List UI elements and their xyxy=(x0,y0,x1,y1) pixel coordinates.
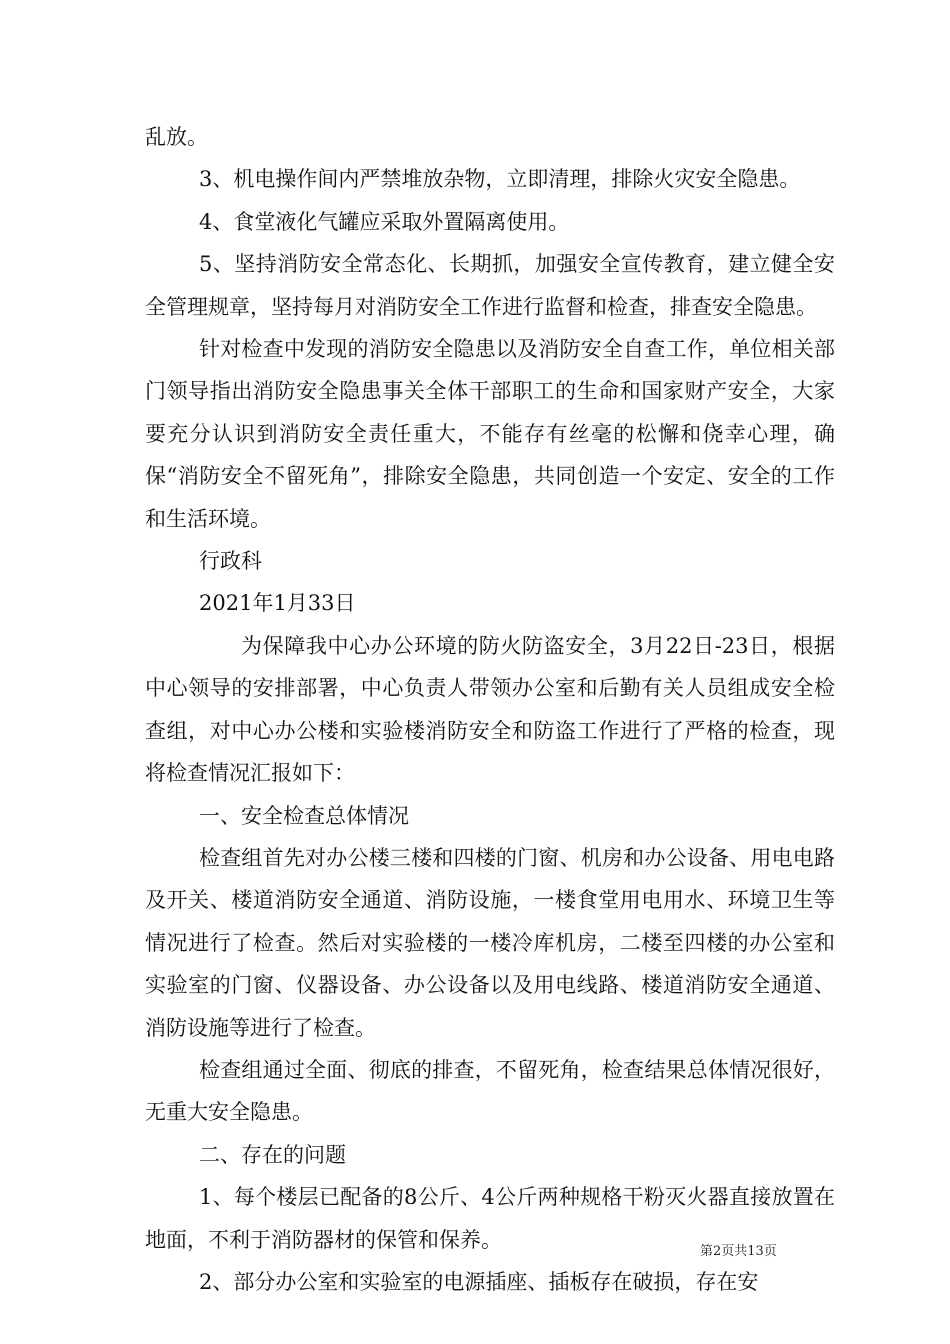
document-body xyxy=(145,116,835,1303)
signature-date: 2021年1月33日 xyxy=(199,591,356,616)
paragraph-continuation: 乱放。 xyxy=(145,125,208,149)
paragraph-problem-2: 2、部分办公室和实验室的电源插座、插板存在破损，存在安 xyxy=(199,1269,759,1294)
paragraph-result: 检查组通过全面、彻底的排查，不留死角，检查结果总体情况很好，无重大安全隐患。 xyxy=(145,1057,835,1125)
paragraph-item-4: 4、食堂液化气罐应采取外置隔离使用。 xyxy=(199,209,570,234)
section-heading-1: 一、安全检查总体情况 xyxy=(199,803,409,828)
paragraph-summary: 针对检查中发现的消防安全隐患以及消防安全自查工作，单位相关部门领导指出消防安全隐患事关全体干部职工的生命和国家财产安全，大家要充分认识到消防安全责任重大，不能存有丝毫的松懈和侥幸心理，确保“消防安全不留死角”，排除安全隐患，共同创造一个安定、安全的工作和生活环境。 xyxy=(145,337,835,531)
signature-department: 行政科 xyxy=(199,549,262,574)
page-indicator: 第2页共13页 xyxy=(700,1244,777,1259)
paragraph-item-5: 5、坚持消防安全常态化、长期抓，加强安全宣传教育，建立健全安全管理规章，坚持每月对消防安全工作进行监督和检查，排查安全隐患。 xyxy=(145,252,835,319)
paragraph-item-3: 3、机电操作间内严禁堆放杂物，立即清理，排除火灾安全隐患。 xyxy=(199,167,801,192)
paragraph-inspection: 检查组首先对办公楼三楼和四楼的门窗、机房和办公设备、用电电路及开关、楼道消防安全通道、消防设施，一楼食堂用电用水、环境卫生等情况进行了检查。然后对实验楼的一楼冷库机房，二楼至四楼的办公室和实验室的门窗、仪器设备、办公设备以及用电线路、楼道消防安全通道、消防设施等进行了检查。 xyxy=(145,845,835,1040)
section-heading-2: 二、存在的问题 xyxy=(199,1142,346,1167)
paragraph-intro: 为保障我中心办公环境的防火防盗安全，3月22日-23日，根据中心领导的安排部署，中心负责人带领办公室和后勤有关人员组成安全检查组，对中心办公楼和实验楼消防安全和防盗工作进行了严格的检查，现将检查情况汇报如下： xyxy=(145,633,835,786)
paragraph-problem-1: 1、每个楼层已配备的8公斤、4公斤两种规格干粉灭火器直接放置在地面，不利于消防器材的保管和保养。 xyxy=(145,1185,835,1252)
